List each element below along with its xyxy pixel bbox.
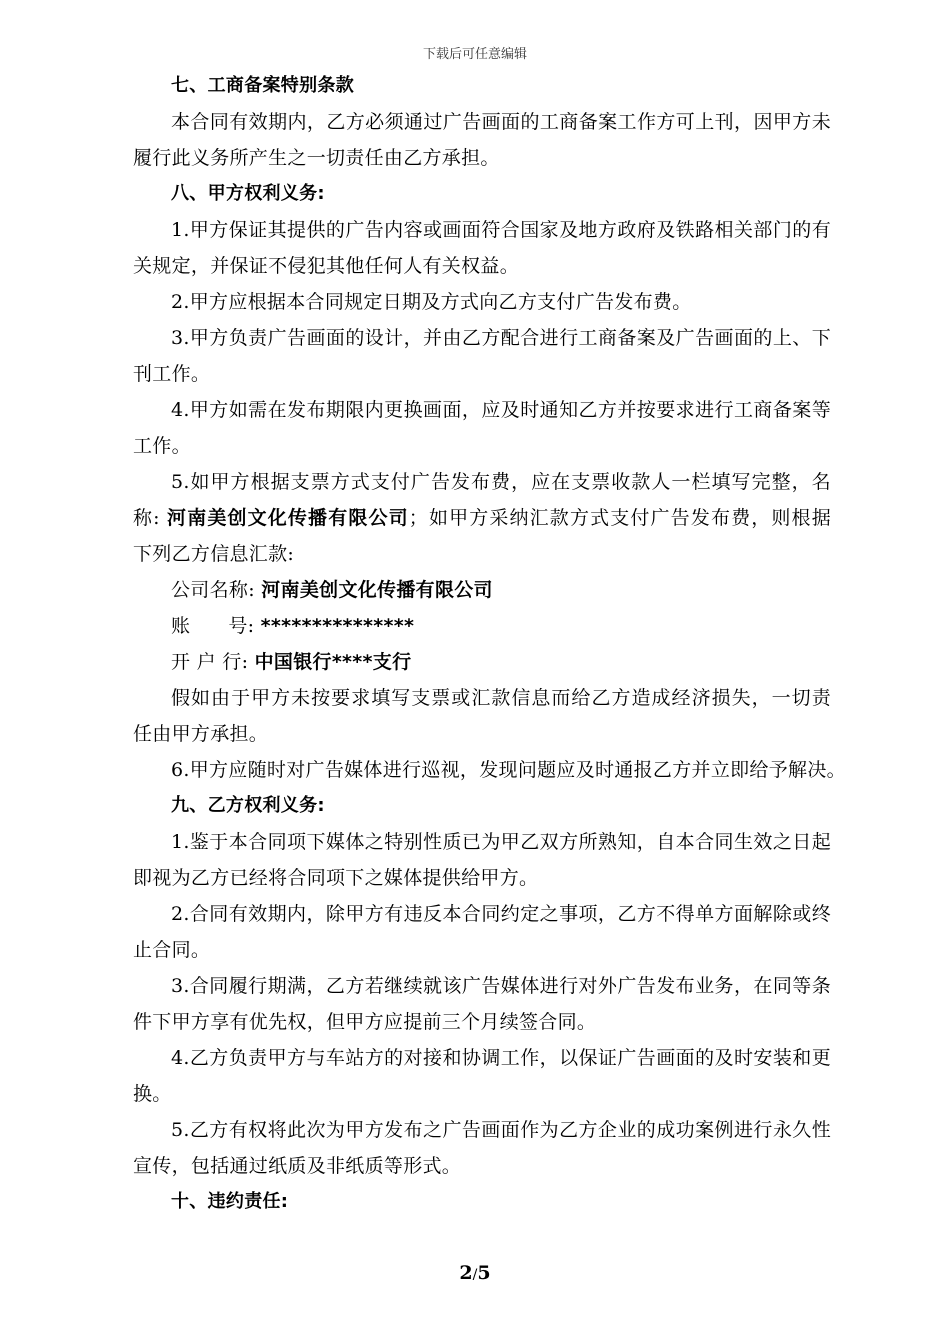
section-9-item-5: 5.乙方有权将此次为甲方发布之广告画面作为乙方企业的成功案例进行永久性 [171, 1119, 831, 1141]
section-8-item-5: 5.如甲方根据支票方式支付广告发布费，应在支票收款人一栏填写完整，名 [171, 471, 831, 493]
payee-company-name: 河南美创文化传播有限公司 [167, 507, 409, 529]
section-9-item-1: 1.鉴于本合同项下媒体之特别性质已为甲乙双方所熟知，自本合同生效之日起 [171, 831, 831, 853]
section-9-item-5-cont: 宣传，包括通过纸质及非纸质等形式。 [133, 1155, 462, 1177]
bank-label: 开 户 行: [171, 651, 249, 673]
bank-row [133, 644, 831, 680]
section-10-title: 十、违约责任: [171, 1191, 289, 1212]
section-7-paragraph-line: 履行此义务所产生之一切责任由乙方承担。 [133, 147, 500, 169]
section-9-item-3-cont: 件下甲方享有优先权，但甲方应提前三个月续签合同。 [133, 1011, 597, 1033]
section-8-item-1-cont: 关规定，并保证不侵犯其他任何人有关权益。 [133, 255, 520, 277]
account-label-char-1: 账 [171, 615, 191, 637]
section-9-item-4: 4.乙方负责甲方与车站方的对接和协调工作，以保证广告画面的及时安装和更 [171, 1047, 831, 1069]
section-8-item-5-cont [133, 500, 831, 536]
account-label-char-2: 号: [228, 615, 255, 637]
section-9-title: 九、乙方权利义务: [171, 795, 325, 816]
section-9-item-4-cont: 换。 [133, 1083, 172, 1105]
section-9-item-2: 2.合同有效期内，除甲方有违反本合同约定之事项，乙方不得单方面解除或终 [171, 903, 831, 925]
section-8-item-2: 2.甲方应根据本合同规定日期及方式向乙方支付广告发布费。 [171, 291, 692, 313]
item-5-suffix: ；如甲方采纳汇款方式支付广告发布费，则根据 [408, 507, 831, 529]
company-name-value: 河南美创文化传播有限公司 [261, 579, 493, 601]
item-5-prefix: 称: [133, 507, 160, 529]
page-number [0, 1262, 950, 1284]
page-total: 5 [477, 1262, 491, 1284]
document-body [133, 68, 846, 1220]
section-9-item-2-cont: 止合同。 [133, 939, 211, 961]
section-8-item-1: 1.甲方保证其提供的广告内容或画面符合国家及地方政府及铁路相关部门的有 [171, 219, 831, 241]
section-9-item-3: 3.合同履行期满，乙方若继续就该广告媒体进行对外广告发布业务，在同等条 [171, 975, 831, 997]
section-8-note-cont: 任由甲方承担。 [133, 723, 269, 745]
page-separator: / [472, 1267, 478, 1283]
section-8-item-4-cont: 工作。 [133, 435, 191, 457]
page-header: 下载后可任意编辑 [422, 47, 527, 62]
section-8-title: 八、甲方权利义务: [171, 183, 325, 204]
company-name-row [133, 572, 831, 608]
account-row [133, 608, 831, 644]
section-8-item-6: 6.甲方应随时对广告媒体进行巡视，发现问题应及时通报乙方并立即给予解决。 [171, 759, 846, 781]
section-8-item-3-cont: 刊工作。 [133, 363, 211, 385]
bank-value: 中国银行****支行 [254, 651, 412, 673]
section-7-title: 七、工商备案特别条款 [171, 75, 354, 96]
section-9-item-1-cont: 即视为乙方已经将合同项下之媒体提供给甲方。 [133, 867, 539, 889]
section-8-note: 假如由于甲方未按要求填写支票或汇款信息而给乙方造成经济损失，一切责 [171, 687, 831, 709]
account-value: *************** [260, 615, 415, 637]
company-name-label: 公司名称: [171, 579, 255, 601]
section-7-paragraph-line: 本合同有效期内，乙方必须通过广告画面的工商备案工作方可上刊，因甲方未 [171, 111, 831, 133]
section-8-item-5-cont: 下列乙方信息汇款: [133, 543, 295, 565]
page-current: 2 [459, 1262, 473, 1284]
section-8-item-3: 3.甲方负责广告画面的设计，并由乙方配合进行工商备案及广告画面的上、下 [171, 327, 831, 349]
section-8-item-4: 4.甲方如需在发布期限内更换画面，应及时通知乙方并按要求进行工商备案等 [171, 399, 831, 421]
